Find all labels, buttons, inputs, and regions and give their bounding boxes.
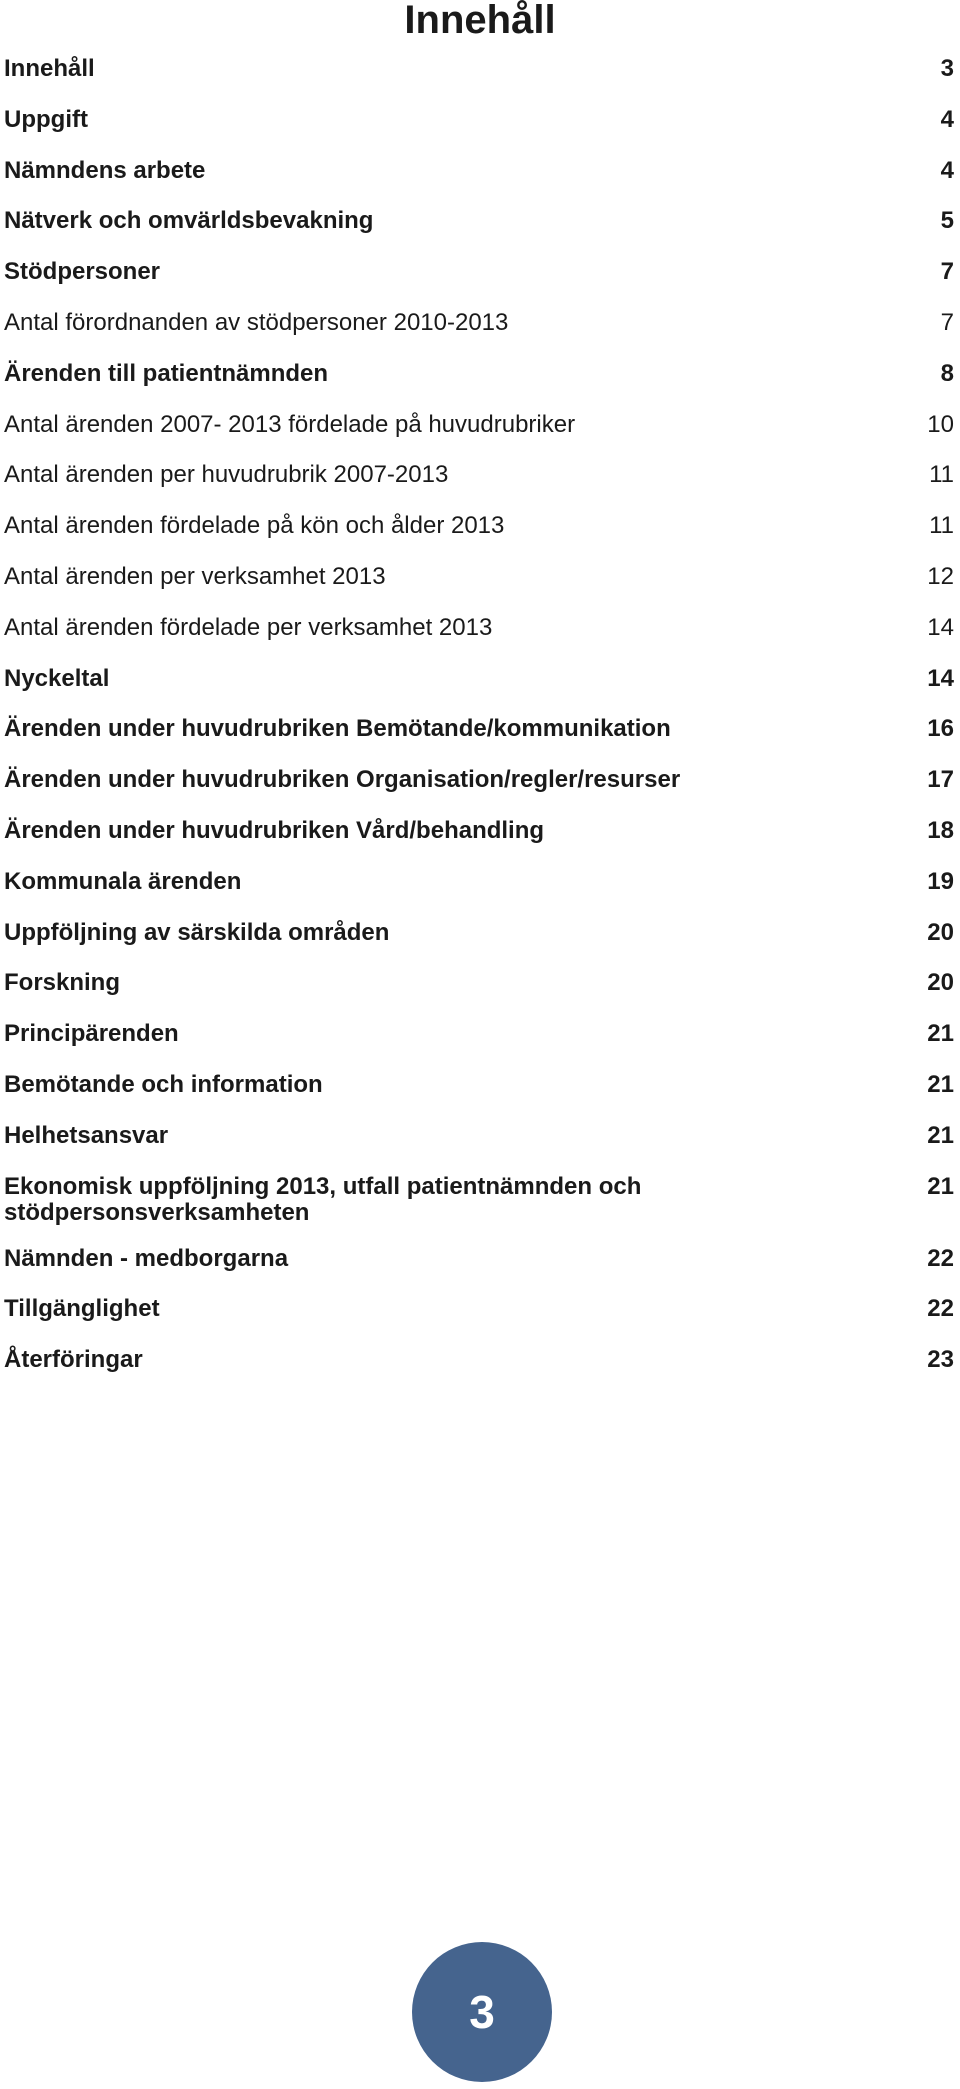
toc-entry-page: 16 [927,715,954,743]
toc-entry-page: 11 [929,461,954,489]
toc-entry-label: Nämndens arbete [4,156,206,184]
toc-entry-page: 17 [927,766,954,794]
toc-entry[interactable] [4,1347,954,1373]
toc-entry-page: 11 [929,512,954,540]
toc-entry[interactable] [4,361,954,387]
page-number-badge [412,1942,552,2082]
toc-entry-label: Forskning [4,969,121,997]
toc-entry-label: Ekonomisk uppföljning 2013, utfall patientnämnden och stödpersonsverksamheten [4,1172,642,1226]
toc-entry-page: 14 [927,664,954,692]
toc-entry[interactable] [4,107,954,133]
toc-entry-page: 10 [927,410,954,438]
toc-entry-label: Stödpersoner [4,258,161,286]
toc-entry-label: Återföringar [4,1346,143,1374]
toc-entry-page: 3 [940,55,954,82]
toc-entry-label: Tillgänglighet [4,1295,160,1323]
toc-entry[interactable] [4,158,954,184]
toc-entry-label: Antal ärenden fördelade per verksamhet 2013 [4,613,493,641]
toc-entry-label: Kommunala ärenden [4,867,242,895]
toc-entry-page: 4 [940,105,954,133]
toc-entry-page: 5 [940,207,954,235]
toc-entry-label: Antal ärenden fördelade på kön och ålder 2013 [4,512,505,540]
toc-entry[interactable] [4,513,954,539]
toc-entry[interactable] [4,1021,954,1047]
toc-entry-label: Ärenden under huvudrubriken Bemötande/kommunikation [4,715,671,743]
toc-entry-label: Nätverk och omvärldsbevakning [4,207,374,235]
toc-entry-label: Innehåll [4,55,95,82]
toc-entry[interactable] [4,1072,954,1098]
toc-entry-label: Uppgift [4,105,88,133]
toc-entry-page: 4 [940,156,954,184]
toc-entry[interactable] [4,666,954,692]
toc-entry-label: Bemötande och information [4,1070,323,1098]
toc-entry-label: Ärenden under huvudrubriken Vård/behandling [4,816,545,844]
toc-entry-page: 20 [927,918,954,946]
toc-entry-label: Uppföljning av särskilda områden [4,918,390,946]
toc-entry-label: Antal ärenden per verksamhet 2013 [4,562,386,590]
toc-entry-page: 21 [927,1121,954,1149]
toc-entry[interactable] [4,1174,954,1226]
toc-entry-page: 12 [927,562,954,590]
toc-entry-page: 21 [927,1070,954,1098]
toc-entry-label: Antal ärenden 2007- 2013 fördelade på huvudrubriker [4,410,576,438]
toc-entry-page: 14 [927,613,954,641]
toc-entry-page: 20 [927,969,954,997]
toc-entry-page: 19 [927,867,954,895]
toc-entry[interactable] [4,462,954,488]
toc-entry[interactable] [4,1246,954,1272]
toc-entry-label: Nyckeltal [4,664,110,692]
toc-entry-page: 22 [927,1295,954,1323]
toc-entry-label: Antal ärenden per huvudrubrik 2007-2013 [4,461,449,489]
toc-entry[interactable] [4,56,954,82]
toc-entry[interactable] [4,716,954,742]
toc-entry-label: Principärenden [4,1020,179,1048]
toc-entry[interactable] [4,564,954,590]
toc-entry-label: Ärenden under huvudrubriken Organisation/regler/resurser [4,766,681,794]
toc-entry-page: 21 [927,1172,954,1200]
toc-entry-label: Antal förordnanden av stödpersoner 2010-2013 [4,308,509,336]
page-title: Innehåll [404,0,556,42]
toc-entry-page: 18 [927,816,954,844]
table-of-contents [4,56,954,1398]
toc-entry-page: 23 [927,1346,954,1374]
toc-entry[interactable] [4,767,954,793]
toc-entry-label: Helhetsansvar [4,1121,169,1149]
toc-entry[interactable] [4,869,954,895]
toc-entry[interactable] [4,412,954,438]
toc-entry-page: 21 [927,1020,954,1048]
toc-entry-page: 7 [940,258,954,286]
toc-entry[interactable] [4,615,954,641]
toc-entry[interactable] [4,920,954,946]
toc-entry-label: Ärenden till patientnämnden [4,359,329,387]
toc-entry[interactable] [4,259,954,285]
toc-entry[interactable] [4,1296,954,1322]
toc-entry[interactable] [4,208,954,234]
toc-entry[interactable] [4,310,954,336]
toc-entry[interactable] [4,970,954,996]
toc-entry-label: Nämnden - medborgarna [4,1244,289,1272]
toc-entry[interactable] [4,1123,954,1149]
toc-entry-page: 8 [940,359,954,387]
toc-entry-page: 22 [927,1244,954,1272]
toc-entry[interactable] [4,818,954,844]
page-number: 3 [469,1986,495,2038]
toc-entry-page: 7 [940,308,954,336]
